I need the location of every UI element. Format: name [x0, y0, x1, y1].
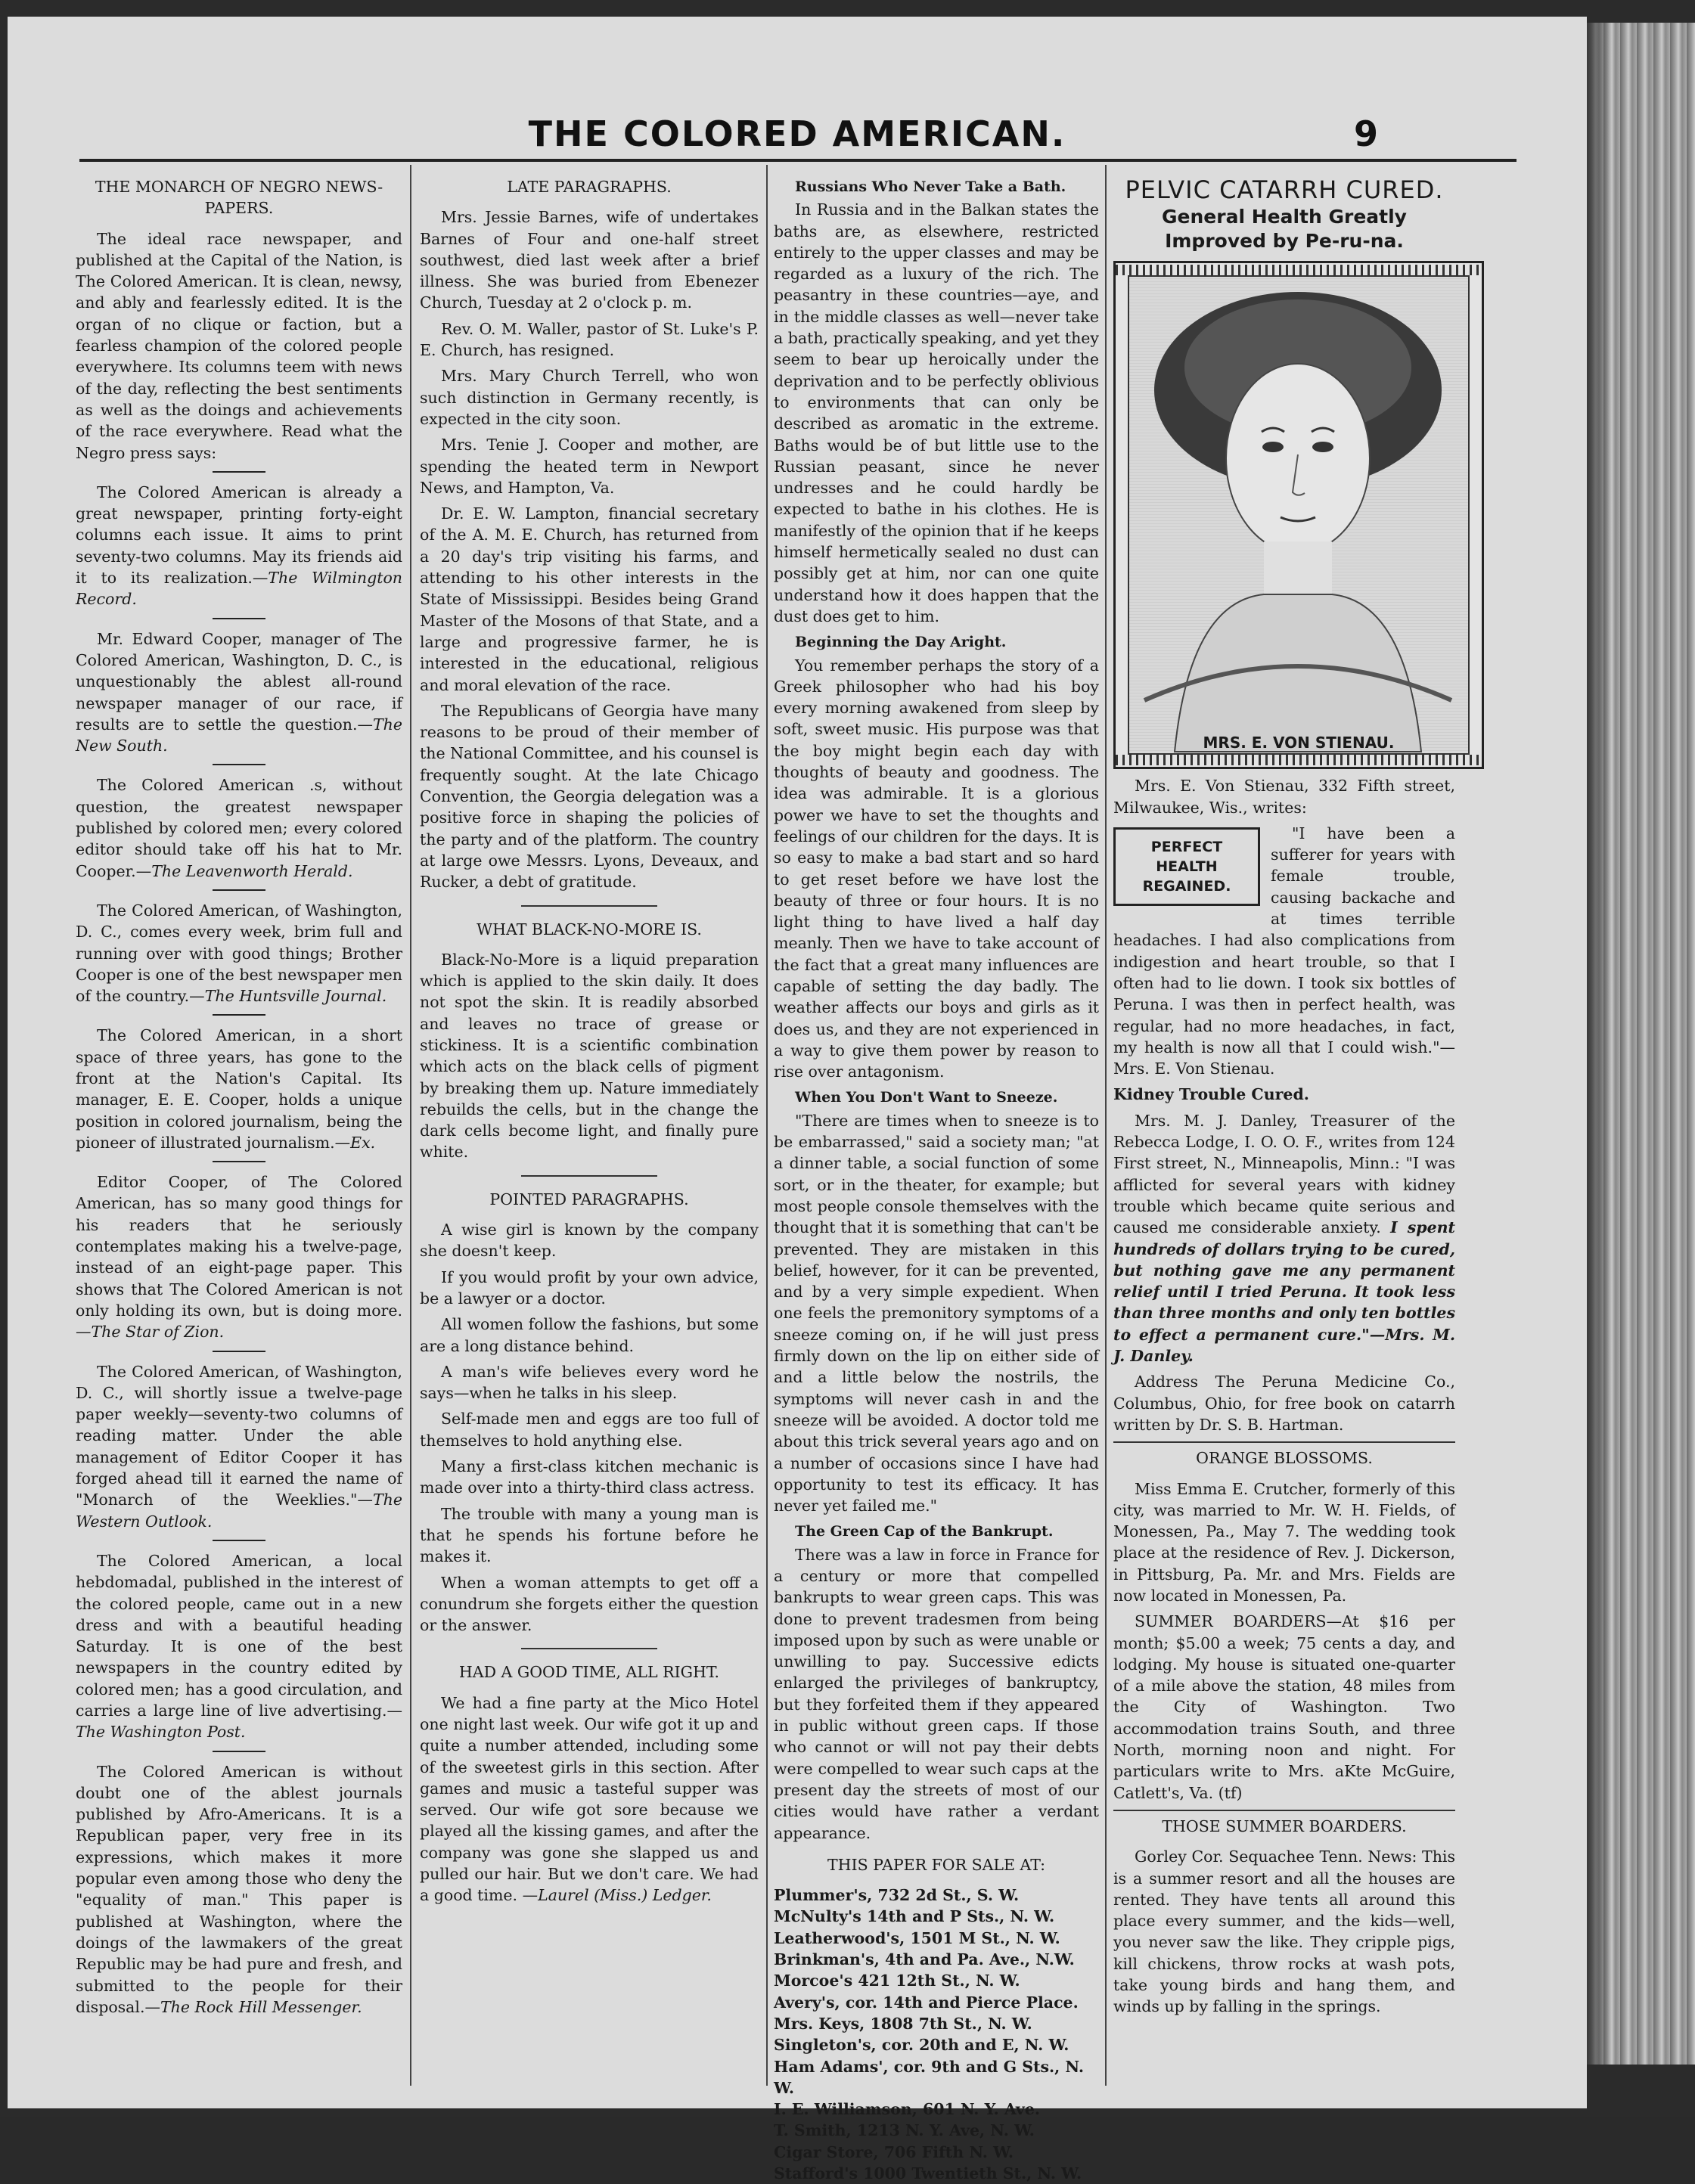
separator: [1113, 1810, 1455, 1811]
ad-heading: Kidney Trouble Cured.: [1113, 1085, 1309, 1104]
book-binding-edge: [1587, 23, 1695, 2065]
article-paragraph: Black-No-More is a liquid preparation which is applied to the skin daily. It does not spot the skin. It is readily absorbed and leaves no trace of grease or stickiness. It is a scientific combination which acts on the black cells of pigment by breaking them up. Nature immediately rebuilds the cells, but in the change the dark cells become light, and finally pure white.: [420, 950, 759, 1162]
article-heading: HAD A GOOD TIME, ALL RIGHT.: [458, 1663, 720, 1682]
page-number: 9: [1354, 113, 1379, 154]
pointed-paragraph: Self-made men and eggs are too full of themselves to hold anything else.: [420, 1410, 759, 1450]
ad-paragraph: [1113, 1110, 1455, 1367]
late-paragraph: Mrs. Mary Church Terrell, who won such distinction in Germany recently, is expected in the city soon.: [420, 367, 759, 428]
press-quote: [76, 1025, 402, 1153]
press-quote: [76, 482, 402, 610]
quote-source: The Leavenworth Herald.: [151, 861, 353, 880]
sale-location: Stafford's 1000 Twentieth St., N. W.: [774, 2164, 1082, 2183]
separator: [213, 1014, 265, 1016]
masthead-title: THE COLORED AMERICAN.: [528, 113, 1066, 154]
column-divider: [410, 165, 411, 2086]
quote-source: —Ex.: [334, 1133, 376, 1152]
portrait-illustration: [1113, 261, 1484, 769]
quote-text: The Colored American, of Washington, D. C., comes every week, brim full and running over with good things; Brother Cooper is one of the best newspaper men of the country.—: [76, 901, 402, 1006]
separator: [213, 764, 265, 765]
late-paragraph: Mrs. Tenie J. Cooper and mother, are spending the heated term in Newport News, and Hampton, Va.: [420, 436, 759, 497]
article-paragraph: In Russia and in the Balkan states the baths are, as elsewhere, restricted entirely to the upper classes and may be regarded as a luxury of the rich. The peasantry in these countries—aye, and in the middle classes as well—never take a bath, practically speaking, and yet they seem to bear up heroically under the deprivation and to be perfectly oblivious to environments that can only be described as aromatic in the extreme. Baths would be of but little use to the Russian peasant, since he never undresses and he could hardly be expected to bathe in his clothes. He is manifestly of the opinion that if he keeps himself hermetically sealed no dust can possibly get at him, nor can one quite understand how it does happen that the dust does get to him.: [774, 200, 1099, 625]
column-3: [774, 172, 1099, 2183]
sale-location: McNulty's 14th and P Sts., N. W.: [774, 1907, 1055, 1926]
masthead-rule: [79, 159, 1516, 162]
article-heading: Beginning the Day Aright.: [795, 634, 1007, 651]
newspaper-sheet: [8, 17, 1587, 2183]
quote-source: The Huntsville Journal.: [204, 987, 387, 1006]
quote-source: The Star of Zion.: [91, 1323, 225, 1342]
press-quotes: [76, 482, 402, 2018]
article-heading: ORANGE BLOSSOMS.: [1196, 1449, 1373, 1468]
pointed-paragraph: A wise girl is known by the company she doesn't keep.: [420, 1221, 759, 1261]
article-heading: THOSE SUMMER BOARDERS.: [1162, 1816, 1407, 1835]
column-1: [76, 172, 402, 2108]
separator: [213, 1161, 265, 1162]
late-paragraph: Mrs. Jessie Barnes, wife of undertakes Barnes of Four and one-half street southwest, died last week after a brief illness. She was buried from Ebenezer Church, Tuesday at 2 o'clock p. m.: [420, 208, 759, 312]
late-paragraph: Rev. O. M. Waller, pastor of St. Luke's P. E. Church, has resigned.: [420, 319, 759, 360]
quote-source: —The Western Outlook.: [76, 1491, 402, 1531]
article-heading: When You Don't Want to Sneeze.: [795, 1089, 1058, 1106]
separator: [521, 1648, 657, 1649]
pointed-paragraph: The trouble with many a young man is that he spends his fortune before he makes it.: [420, 1504, 759, 1566]
quote-source: The New South.: [76, 715, 402, 755]
woman-portrait-icon: [1129, 277, 1467, 752]
sale-locations: [774, 1885, 1099, 2184]
pointed-paragraph: All women follow the fashions, but some are a long distance behind.: [420, 1315, 759, 1355]
pointed-paragraph: When a woman attempts to get off a conundrum she forgets either the question or the answer.: [420, 1573, 759, 1635]
greek-key-border: [1116, 755, 1482, 765]
separator: [213, 618, 265, 619]
article-paragraph: Miss Emma E. Crutcher, formerly of this city, was married to Mr. W. H. Fields, of Monessen, Pa., May 7. The wedding took place at the residence of Rev. J. Dickerson, in Pittsburg, Pa. Mr. and Mrs. Fields are now located in Monessen, Pa.: [1113, 1479, 1455, 1605]
portrait-caption: MRS. E. VON STIENAU.: [1203, 734, 1395, 752]
sale-location: Singleton's, cor. 20th and E, N. W.: [774, 2036, 1069, 2055]
pointed-paragraph: If you would profit by your own advice, be a lawyer or a doctor.: [420, 1267, 759, 1308]
sale-location: T. Smith, 1213 N. Y. Ave, N. W.: [774, 2121, 1035, 2140]
article-heading: POINTED PARAGRAPHS.: [489, 1190, 689, 1208]
boxed-headline: PERFECT HEALTH REGAINED.: [1113, 827, 1260, 906]
quote-text: The Colored American .s, without question, the greatest newspaper published by colored men; every colored editor should take off his hat to Mr. Cooper.—: [76, 776, 402, 880]
sale-location: Mrs. Keys, 1808 7th St., N. W.: [774, 2014, 1032, 2033]
article-paragraph: Gorley Cor. Sequachee Tenn. News: This is a summer resort and all the houses are rented. They have tents all around this place every summer, and the kids—well, you never saw the like. They cripple pigs, kill chickens, throw rocks at wash pots, take young birds and hang them, and winds up by falling in the springs.: [1113, 1847, 1455, 2016]
classified-ad: SUMMER BOARDERS—At $16 per month; $5.00 a week; 75 cents a day, and lodging. My house is situated one-quarter of a mile above the station, 48 miles from the City of Washington. Two accommodation trains South, and three North, morning noon and night. For particulars write to Mrs. aKte McGuire, Catlett's, Va. (tf): [1113, 1612, 1455, 1802]
ad-paragraph: Mrs. E. Von Stienau, 332 Fifth street, Milwaukee, Wis., writes:: [1113, 777, 1455, 817]
separator: [1113, 1441, 1455, 1443]
late-paragraph: Dr. E. W. Lampton, financial secretary of the A. M. E. Church, has returned from a 20 day's trip visiting his farms, and attending to his other interests in the State of Mississippi. Besides being Grand Master of the Mosons of that State, and a large and progressive farmer, he is interested in the educational, religious and moral elevation of the race.: [420, 504, 759, 694]
column-divider: [1105, 165, 1107, 2086]
article-heading: The Green Cap of the Bankrupt.: [795, 1523, 1054, 1540]
article-paragraph: You remember perhaps the story of a Greek philosopher who had his boy every morning awakened from sleep by soft, sweet music. His purpose was that the boy might begin each day with thoughts of beauty and goodness. The idea was admirable. It is a glorious power we have to set the thoughts and feelings of our children for the days. It is so easy to make a bad start and so hard to get reset before we have lost the beauty of three or four hours. It is no light thing to have lived a half day meanly. Then we have to take account of the fact that a great many influences are capable of setting the day badly. The weather affects our boys and girls as it does us, and they are not experienced in a way to give them power by reason to rise over antagonism.: [774, 656, 1099, 1081]
quote-source: The Wilmington Record.: [76, 569, 402, 609]
separator: [213, 889, 265, 891]
press-quote: [76, 774, 402, 881]
column-divider: [766, 165, 768, 2086]
article-paragraph: There was a law in force in France for a century or more that compelled bankrupts to wear green caps. This was done to prevent tradesmen from being imposed upon by such as were unable or unwilling to pay. Successive edicts enlarged the privileges of bankruptcy, but they forfeited them if they appeared in public without green caps. If those who cannot or will not pay their debts were compelled to wear such caps at the present day the streets of most of our cities would have rather a verdant appearance.: [774, 1545, 1099, 1842]
article-paragraph: "There are times when to sneeze is to be embarrassed," said a society man; "at a dinner table, a social function of some sort, or in the theater, for example; but most people console themselves with the thought that it is something that can't be prevented. They are mistaken in this belief, however, for it can be prevented, and by a very simple expedient. When one feels the premonitory symptoms of a sneeze coming on, if he will just press firmly down on the lip on either side of and a little below the nostrils, the symptoms will never cash in and the sneeze will be avoided. A doctor told me about this trick several years ago and on a number of occasions since I have had opportunity to test its efficacy. It has never yet failed me.": [774, 1111, 1099, 1515]
article-heading: THIS PAPER FOR SALE AT:: [827, 1855, 1046, 1874]
ad-paragraph: "I have been a sufferer for years with female trouble, causing backache and at times terrible headaches. I had also complications from indigestion and heart trouble, so that I often had to lie down. I took six bottles of Peruna. I was then in perfect health, was regular, had no more headaches, in fact, my health is now all that I could wish."—Mrs. E. Von Stienau.: [1113, 824, 1455, 1078]
article-heading: WHAT BLACK-NO-MORE IS.: [477, 920, 702, 938]
separator: [521, 905, 657, 907]
portrait-frame: [1128, 275, 1470, 755]
quote-text: Editor Cooper, of The Colored American, has so many good things for his readers that he seriously contemplates making his a twelve-page, instead of an eight-page paper. This shows that The Colored American is not only holding its own, but is doing more.—: [76, 1173, 402, 1342]
article-source: —Laurel (Miss.) Ledger.: [522, 1886, 712, 1905]
column-4: [1113, 172, 1455, 2108]
ad-testimonial: I spent hundreds of dollars trying to be cured, but nothing gave me any permanent relief until I tried Peruna. It took less than three months and only ten bottles to effect a permanent cure."—Mrs. M. J. Danley.: [1113, 1218, 1455, 1366]
ad-subtitle: General Health Greatly Improved by Pe-ru-na.: [1162, 206, 1407, 253]
quote-text: The Colored American is without doubt one of the ablest journals published by Afro-Americans. It is a Republican paper, very free in its expressions, which makes it more popular even among those who deny the "equality of man." This paper is published at Washington, where the doings of the lawmakers of the great Republic may be had pure and fresh, and submitted to the people for their disposal.—: [76, 1762, 402, 2016]
separator: [213, 1540, 265, 1541]
separator: [213, 1751, 265, 1752]
quote-text: The Colored American is already a great newspaper, printing forty-eight columns each issue. It aims to print seventy-two columns. May its friends aid it to its realization.—: [76, 482, 402, 588]
ad-title: PELVIC CATARRH CURED.: [1125, 175, 1444, 204]
quote-text: The Colored American, in a short space of three years, has gone to the front at the Nation's Capital. Its manager, E. E. Cooper, holds a unique position in colored journalism, being the pioneer of illustrated journalism.: [76, 1026, 402, 1152]
sale-location: Cigar Store, 706 Fifth N. W.: [774, 2142, 1014, 2161]
sale-location: Leatherwood's, 1501 M St., N. W.: [774, 1928, 1060, 1947]
separator: [213, 1351, 265, 1352]
press-quote: [76, 1550, 402, 1743]
article-paragraph: [420, 1692, 759, 1906]
late-paragraphs: [420, 206, 759, 892]
separator: [521, 1175, 657, 1177]
quote-source: The Washington Post.: [76, 1723, 246, 1742]
quote-source: The Rock Hill Messenger.: [160, 1997, 362, 2016]
press-quote: [76, 1761, 402, 2018]
late-paragraph: The Republicans of Georgia have many reasons to be proud of their member of the National Committee, and his counsel is frequently sought. At the late Chicago Convention, the Georgia delegation was a positive force in shaping the policies of the party and of the platform. The country at large owe Messrs. Lyons, Deveaux, and Rucker, a debt of gratitude.: [420, 701, 759, 892]
column-2: [420, 172, 759, 2108]
quote-text: The Colored American, a local hebdomadal, published in the interest of the colored people, came out in a new dress and with a beautiful heading Saturday. It is one of the best newspapers in the country edited by colored men; has a good circulation, and carries a large line of live advertising.—: [76, 1551, 402, 1720]
ad-text: Mrs. M. J. Danley, Treasurer of the Rebecca Lodge, I. O. O. F., writes from 124 First street, N., Minneapolis, Minn.: "I was afflicted for several years with kidney trouble which became quite serious and caused me considerable anxiety.: [1113, 1111, 1455, 1237]
ad-paragraph: Address The Peruna Medicine Co., Columbus, Ohio, for free book on catarrh written by Dr. S. B. Hartman.: [1113, 1373, 1455, 1434]
article-heading: LATE PARAGRAPHS.: [507, 178, 672, 196]
pointed-paragraph: A man's wife believes every word he says—when he talks in his sleep.: [420, 1362, 759, 1403]
sale-location: Plummer's, 732 2d St., S. W.: [774, 1886, 1020, 1905]
pointed-paragraphs: [420, 1219, 759, 1636]
article-text: We had a fine party at the Mico Hotel one night last week. Our wife got it up and quite a number attended, including some of the sweetest girls in this section. After games and music a tasteful supper was served. Our wife got sore because we played all the kissing games, and after the company was gone she slapped us and pulled our hair. But we don't care. We had a good time.: [420, 1693, 759, 1905]
sale-location: Ham Adams', cor. 9th and G Sts., N. W.: [774, 2057, 1084, 2097]
sale-location: Brinkman's, 4th and Pa. Ave., N.W.: [774, 1950, 1075, 1969]
quote-text: Mr. Edward Cooper, manager of The Colored American, Washington, D. C., is unquestionably the ablest all-round newspaper manager of our race, if results are to settle the question.—: [76, 629, 402, 734]
quote-text: The Colored American, of Washington, D. C., will shortly issue a twelve-page paper weekly—seventy-two columns of reading matter. Under the able management of Editor Cooper it has forged ahead till it earned the name of "Monarch of the Weeklies.": [76, 1362, 402, 1509]
press-quote: [76, 900, 402, 1007]
sale-location: Morcoe's 421 12th St., N. W.: [774, 1971, 1020, 1990]
separator: [213, 471, 265, 473]
press-quote: [76, 1361, 402, 1532]
sale-location: I. E. Williamson, 601 N. Y. Ave.: [774, 2100, 1041, 2119]
press-quote: [76, 628, 402, 757]
article-heading: THE MONARCH OF NEGRO NEWS-PAPERS.: [95, 178, 383, 218]
article-paragraph: The ideal race newspaper, and published at the Capital of the Nation, is The Colored American. It is clean, newsy, and ably and fearlessly edited. It is the organ of no clique or faction, but a fearless champion of the colored people everywhere. Its columns teem with news of the day, reflecting the best sentiments as well as the doings and achievements of the race everywhere. Read what the Negro press says:: [76, 229, 402, 462]
greek-key-border: [1116, 265, 1482, 275]
article-heading: Russians Who Never Take a Bath.: [795, 178, 1066, 195]
press-quote: [76, 1171, 402, 1342]
sale-location: Avery's, cor. 14th and Pierce Place.: [774, 1993, 1079, 2012]
pointed-paragraph: Many a first-class kitchen mechanic is made over into a thirty-third class actress.: [420, 1457, 759, 1497]
